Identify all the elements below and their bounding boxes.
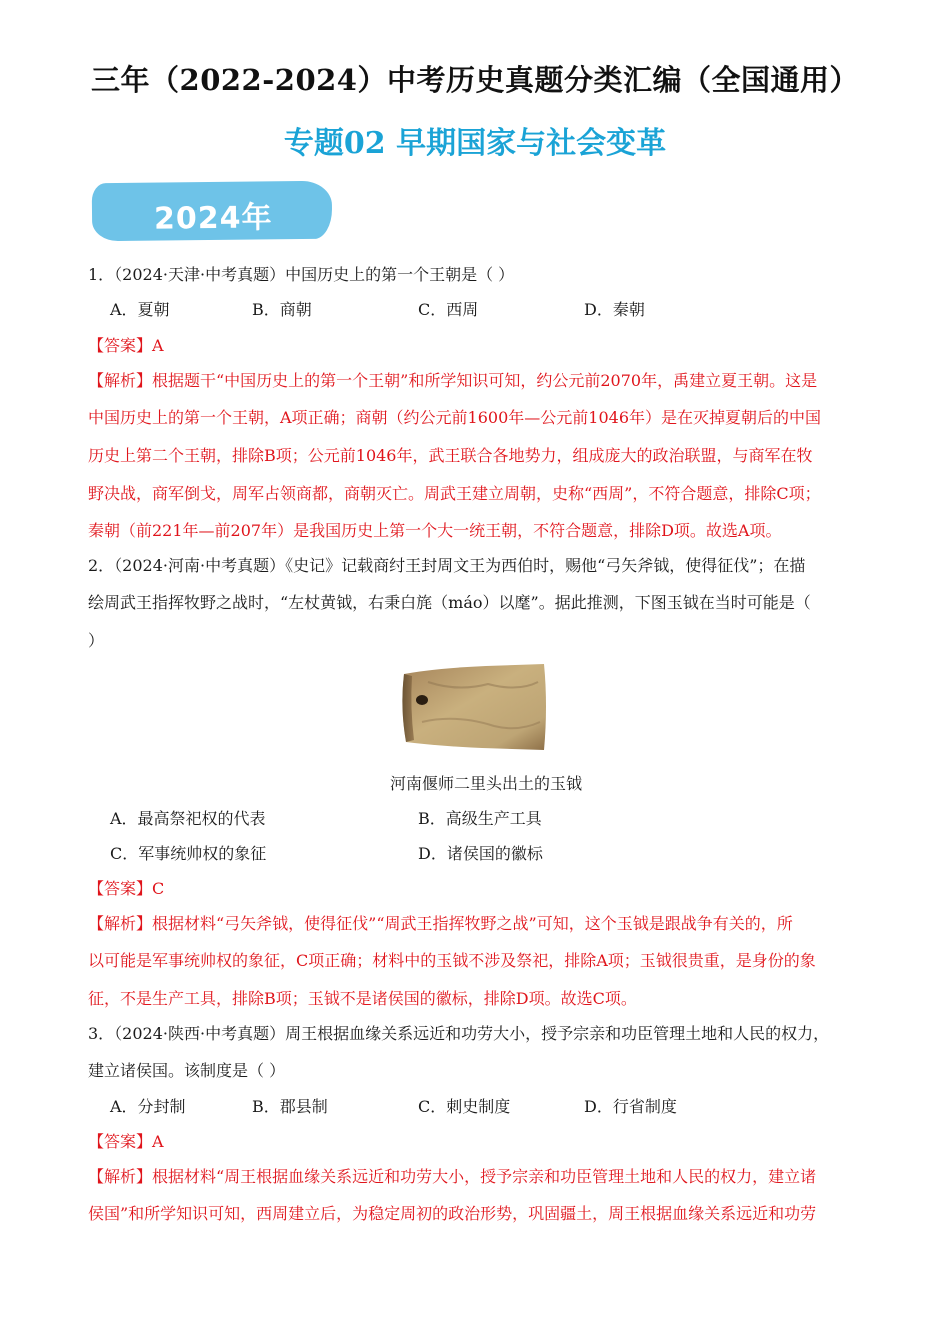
q2-analysis-line: 征，不是生产工具，排除B项；玉钺不是诸侯国的徽标，排除D项。故选C项。 — [88, 989, 637, 1008]
q2-analysis-line: 【解析】根据材料“弓矢斧钺，使得征伐”“周武王指挥牧野之战”可知，这个玉钺是跟战争有关的，所 — [88, 914, 793, 933]
q2-option-b: B．高级生产工具 — [418, 809, 542, 828]
q3-option-b: B．郡县制 — [252, 1097, 328, 1116]
question-2-stem: 2．（2024·河南·中考真题）《史记》记载商纣王封周文王为西伯时，赐他“弓矢斧钺，使得征伐”；在描 — [88, 556, 806, 575]
document-title: 三年（2022-2024）中考历史真题分类汇编（全国通用） — [91, 63, 859, 97]
q1-option-a: A．夏朝 — [110, 300, 170, 319]
q3-answer: 【答案】A — [88, 1132, 164, 1151]
q1-analysis-line: 中国历史上的第一个王朝，A项正确；商朝（约公元前1600年—公元前1046年）是在灭掉夏朝后的中国 — [88, 408, 821, 427]
q2-option-d: D．诸侯国的徽标 — [418, 844, 543, 863]
image-caption: 河南偃师二里头出土的玉钺 — [389, 774, 582, 793]
jade-axe-image — [398, 662, 550, 752]
q3-option-d: D．行省制度 — [584, 1097, 677, 1116]
question-3-stem: 建立诸侯国。该制度是（ ） — [88, 1061, 286, 1080]
q1-analysis-line: 历史上第二个王朝，排除B项；公元前1046年，武王联合各地势力，组成庞大的政治联盟，与商军在牧 — [88, 446, 813, 465]
question-1-stem: 1．（2024·天津·中考真题）中国历史上的第一个王朝是（ ） — [88, 265, 515, 284]
question-2-stem: ） — [88, 631, 105, 650]
q1-option-c: C．西周 — [418, 300, 479, 319]
q1-answer: 【答案】A — [88, 336, 164, 355]
q2-analysis-line: 以可能是军事统帅权的象征，C项正确；材料中的玉钺不涉及祭祀，排除A项；玉钺很贵重，是身份的象 — [88, 951, 816, 970]
q2-option-a: A．最高祭祀权的代表 — [110, 809, 266, 828]
q1-analysis-line: 【解析】根据题干“中国历史上的第一个王朝”和所学知识可知，约公元前2070年，禹建立夏王朝。这是 — [88, 371, 818, 390]
q1-option-b: B．商朝 — [252, 300, 312, 319]
q3-analysis-line: 侯国”和所学知识可知，西周建立后，为稳定周初的政治形势，巩固疆土，周王根据血缘关系远近和功劳 — [88, 1204, 817, 1223]
q2-option-c: C．军事统帅权的象征 — [110, 844, 267, 863]
q3-option-a: A．分封制 — [110, 1097, 186, 1116]
q1-analysis-line: 秦朝（前221年—前207年）是我国历史上第一个大一统王朝，不符合题意，排除D项。故选A项。 — [88, 521, 782, 540]
q3-analysis-line: 【解析】根据材料“周王根据血缘关系远近和功劳大小，授予宗亲和功臣管理土地和人民的权力，建立诸 — [88, 1167, 817, 1186]
q3-option-c: C．刺史制度 — [418, 1097, 511, 1116]
year-badge-label: 2024年 — [153, 200, 273, 237]
question-3-stem: 3．（2024·陕西·中考真题）周王根据血缘关系远近和功劳大小，授予宗亲和功臣管理土地和人民的权力， — [88, 1024, 830, 1043]
question-2-stem: 绘周武王指挥牧野之战时，“左杖黄钺，右秉白旄（máo）以麾”。据此推测，下图玉钺在当时可能是（ — [88, 593, 811, 612]
q2-answer: 【答案】C — [88, 879, 165, 898]
q1-option-d: D．秦朝 — [584, 300, 645, 319]
year-badge — [92, 181, 333, 242]
q1-analysis-line: 野决战，商军倒戈，周军占领商都，商朝灭亡。周武王建立周朝，史称“西周”，不符合题意，排除C项； — [88, 484, 821, 503]
topic-subtitle: 专题02 早期国家与社会变革 — [283, 126, 667, 161]
